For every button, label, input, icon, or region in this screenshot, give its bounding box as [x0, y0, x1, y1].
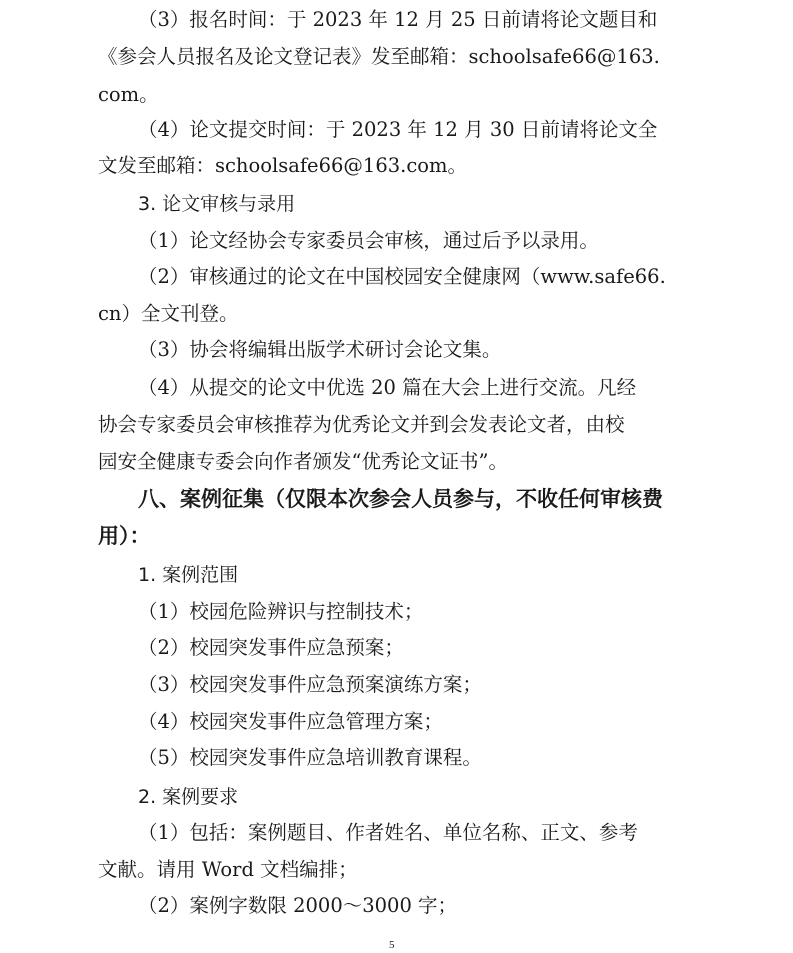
text-line: （2）审核通过的论文在中国校园安全健康网（www.safe66.: [138, 265, 666, 288]
text-line: （1）包括：案例题目、作者姓名、单位名称、正文、参考: [138, 821, 638, 844]
text-line: （1）校园危险辨识与控制技术；: [138, 600, 424, 623]
text-line: （3）报名时间：于 2023 年 12 月 25 日前请将论文题目和: [138, 8, 658, 31]
text-line: （4）论文提交时间：于 2023 年 12 月 30 日前请将论文全: [138, 118, 658, 141]
section-subheading: 2. 案例要求: [138, 786, 239, 808]
text-line: 协会专家委员会审核推荐为优秀论文并到会发表论文者，由校: [98, 413, 625, 436]
text-line: （3）校园突发事件应急预案演练方案；: [138, 673, 482, 696]
section-subheading: 3. 论文审核与录用: [138, 193, 296, 215]
section-subheading: 1. 案例范围: [138, 564, 239, 586]
text-line: （2）校园突发事件应急预案；: [138, 636, 404, 659]
section-heading: 八、案例征集（仅限本次参会人员参与，不收任何审核费: [138, 487, 663, 511]
text-line: （2）案例字数限 2000～3000 字；: [138, 894, 458, 917]
page-number: 5: [389, 939, 395, 951]
text-line: cn）全文刊登。: [98, 302, 239, 325]
text-line: （1）论文经协会专家委员会审核，通过后予以录用。: [138, 229, 599, 252]
text-line: （3）协会将编辑出版学术研讨会论文集。: [138, 338, 502, 361]
text-line: 文发至邮箱：schoolsafe66@163.com。: [98, 154, 467, 177]
text-line: （4）校园突发事件应急管理方案；: [138, 710, 443, 733]
text-line: 园安全健康专委会向作者颁发“优秀论文证书”。: [98, 450, 508, 473]
section-heading-cont: 用）：: [98, 524, 151, 548]
text-line: （4）从提交的论文中优选 20 篇在大会上进行交流。凡经: [138, 376, 637, 399]
text-line: 《参会人员报名及论文登记表》发至邮箱：schoolsafe66@163.: [98, 45, 660, 68]
text-line: （5）校园突发事件应急培训教育课程。: [138, 746, 482, 769]
text-line: com。: [98, 83, 159, 106]
text-line: 文献。请用 Word 文档编排；: [98, 858, 358, 881]
